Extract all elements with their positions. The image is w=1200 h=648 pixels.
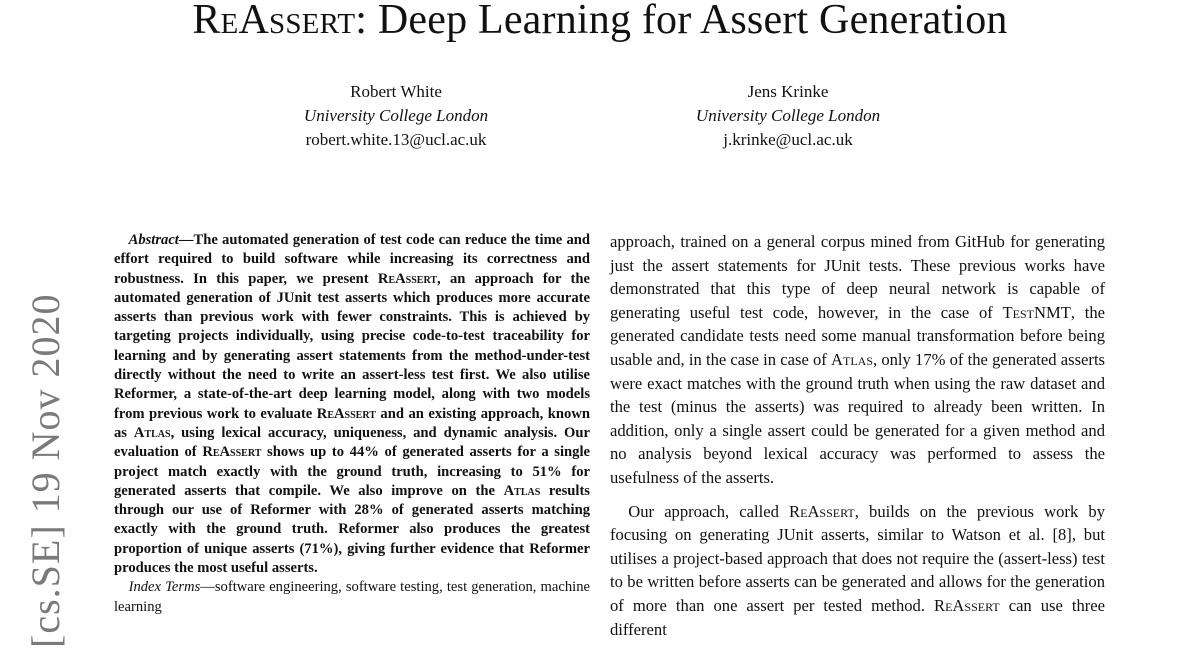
title-name: ReAssert <box>192 0 356 43</box>
title-rest: : Deep Learning for Assert Generation <box>355 0 1008 43</box>
author-block-2 <box>608 80 968 152</box>
author-block-1 <box>216 80 576 152</box>
abstract: Abstract—The automated generation of test code can reduce the time and effort required to build software while increasing its correctness and robustness. In this paper, we present ReAssert, an approach for the automated generation of JUnit test asserts which produces more accurate asserts than previous work with fewer constraints. This is achieved by targeting projects individually, using precise code-to-test traceability for learning and by generating assert statements from the method-under-test directly without the need to write an assert-less test first. We also utilise Reformer, a state-of-the-art deep learning model, along with two models from previous work to evaluate ReAssert and an existing approach, known as Atlas, using lexical accuracy, uniqueness, and dynamic analysis. Our evaluation of ReAssert shows up to 44% of generated asserts for a single project match exactly with the ground truth, increasing to 51% for generated asserts that compile. We also improve on the Atlas results through our use of Reformer with 28% of generated asserts matching exactly with the ground truth. Reformer also produces the greatest proportion of unique asserts (71%), giving further evidence that Reformer produces the most useful asserts. <box>114 232 590 577</box>
left-column <box>114 231 590 617</box>
intro-paragraph-1: approach, trained on a general corpus mined from GitHub for generating just the assert statements for JUnit tests. These previous works have demonstrated that this type of deep neural network is capable of generating useful test code, however, in the case of TestNMT, the generated candidate tests need some manual transformation before being usable and, in the case in case of Atlas, only 17% of the generated asserts were exact matches with the ground truth when using the raw dataset and the test (minus the asserts) was required to already been written. In addition, only a single assert could be generated for a given method and no analysis beyond lexical accuracy was performed to assess the usefulness of the asserts. <box>610 232 1106 487</box>
author-name: Robert White <box>350 82 442 101</box>
index-terms-label: Index Terms <box>128 579 201 596</box>
author-name: Jens Krinke <box>747 82 829 101</box>
paper-title <box>0 0 1200 46</box>
right-column <box>610 230 1105 641</box>
intro-paragraph-2: Our approach, called ReAssert, builds on the previous work by focusing on generating JUnit asserts, similar to Watson et al. [8], but utilises a project-based approach that does not require the (assert-less) test to be written before asserts can be generated and allows for the generation of more than one assert per tested method. ReAssert can use three different <box>610 501 1105 639</box>
author-affiliation: University College London <box>695 106 881 125</box>
arxiv-stamp: [cs.SE] 19 Nov 2020 <box>23 293 68 648</box>
author-email: j.krinke@ucl.ac.uk <box>723 130 853 149</box>
index-terms: Index Terms—software engineering, software testing, test generation, machine learning <box>114 579 590 615</box>
author-affiliation: University College London <box>303 106 489 125</box>
author-email: robert.white.13@ucl.ac.uk <box>305 130 487 149</box>
abstract-label: Abstract <box>128 232 179 248</box>
